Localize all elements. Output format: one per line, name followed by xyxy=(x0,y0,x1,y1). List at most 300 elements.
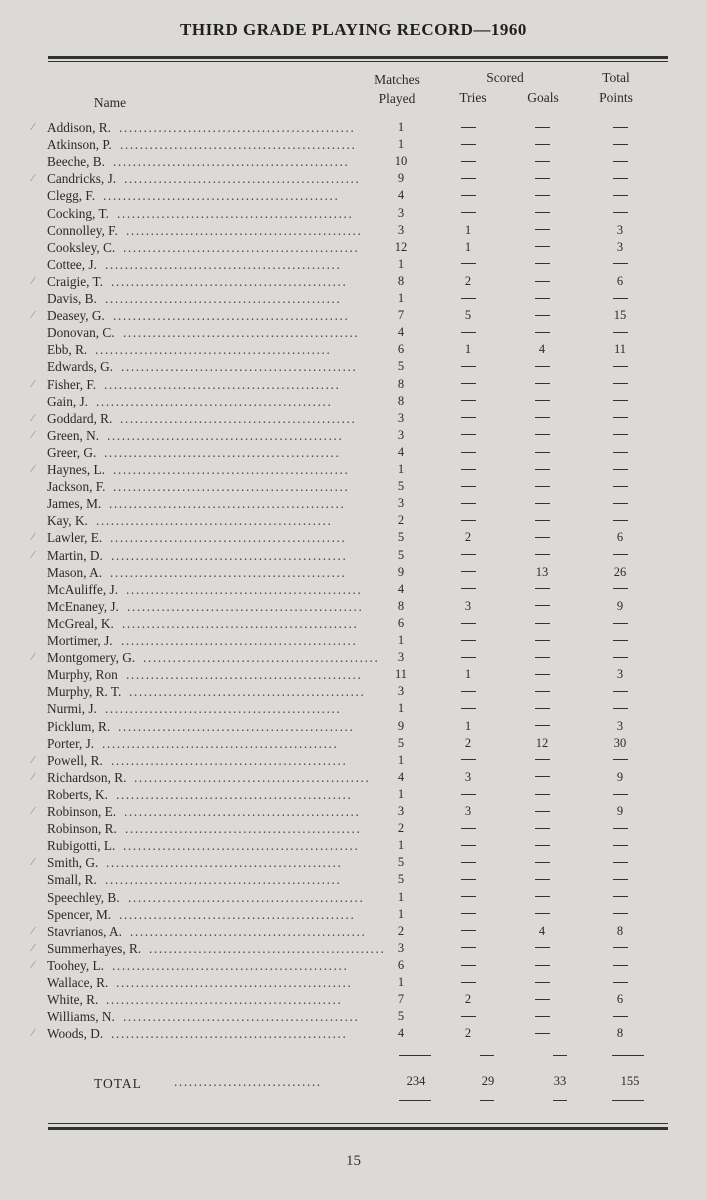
played-cell: 7 xyxy=(397,992,405,1007)
tries-cell: 1 xyxy=(464,667,472,682)
played-cell: 3 xyxy=(397,222,405,237)
goals-cell xyxy=(522,650,562,665)
dash-mark xyxy=(461,178,476,179)
tick-mark-icon: ⁄ xyxy=(32,411,34,424)
player-row xyxy=(0,753,707,770)
goals-cell xyxy=(522,821,562,836)
player-name: Toohey, L. xyxy=(47,957,104,973)
leader-dots: ................................................ xyxy=(143,650,380,666)
total-goals: 33 xyxy=(553,1074,567,1088)
player-row xyxy=(0,137,707,154)
goals-cell xyxy=(522,479,562,494)
goals-cell xyxy=(522,445,562,460)
points-cell xyxy=(600,479,640,494)
underline-points xyxy=(612,1055,644,1056)
dash-mark xyxy=(613,400,628,401)
played-cell: 4 xyxy=(397,188,405,203)
player-row xyxy=(0,223,707,240)
player-row xyxy=(0,787,707,804)
dash-mark xyxy=(535,537,550,538)
leader-dots: ................................................ xyxy=(134,769,371,785)
dash-mark xyxy=(613,708,628,709)
points-cell xyxy=(600,907,640,922)
dash-mark xyxy=(535,657,550,658)
dash-mark xyxy=(613,332,628,333)
played-cell: 6 xyxy=(397,957,405,972)
dash-mark xyxy=(461,640,476,641)
dash-mark xyxy=(535,332,550,333)
tries-cell xyxy=(448,1009,488,1024)
goals-cell xyxy=(522,582,562,597)
leader-dots: ................................................ xyxy=(111,1026,348,1042)
points-cell: 6 xyxy=(616,530,624,545)
dash-mark xyxy=(461,452,476,453)
dash-mark xyxy=(535,759,550,760)
played-cell: 12 xyxy=(394,239,408,254)
player-row xyxy=(0,496,707,513)
tries-cell xyxy=(448,411,488,426)
player-row xyxy=(0,565,707,582)
points-cell xyxy=(600,855,640,870)
tick-mark-icon: ⁄ xyxy=(32,172,34,185)
player-row xyxy=(0,120,707,137)
tries-cell: 2 xyxy=(464,992,472,1007)
player-row xyxy=(0,941,707,958)
dash-mark xyxy=(613,623,628,624)
player-row xyxy=(0,291,707,308)
dash-mark xyxy=(535,178,550,179)
tick-mark-icon: ⁄ xyxy=(32,377,34,390)
played-cell: 1 xyxy=(397,838,405,853)
dash-mark xyxy=(535,195,550,196)
points-cell xyxy=(600,291,640,306)
player-row xyxy=(0,188,707,205)
dash-mark xyxy=(613,127,628,128)
goals-cell xyxy=(522,548,562,563)
tries-cell: 2 xyxy=(464,530,472,545)
player-name: Rubigotti, L. xyxy=(47,838,116,854)
goals-cell xyxy=(522,394,562,409)
points-cell: 30 xyxy=(613,735,627,750)
player-row xyxy=(0,462,707,479)
goals-cell xyxy=(522,684,562,699)
goals-cell xyxy=(522,496,562,511)
goals-cell xyxy=(522,257,562,272)
goals-cell xyxy=(522,171,562,186)
tick-mark-icon: ⁄ xyxy=(32,805,34,817)
tries-cell xyxy=(448,394,488,409)
played-cell: 11 xyxy=(394,667,408,682)
dash-mark xyxy=(613,383,628,384)
dash-mark xyxy=(535,434,550,435)
dash-mark xyxy=(613,982,628,983)
dash-mark xyxy=(535,246,550,247)
played-cell: 2 xyxy=(397,513,405,528)
player-name: Small, R. xyxy=(47,872,97,888)
points-cell xyxy=(600,582,640,597)
dash-mark xyxy=(535,845,550,846)
header-goals: Goals xyxy=(527,90,559,105)
goals-cell xyxy=(522,1009,562,1024)
played-cell: 5 xyxy=(397,1009,405,1024)
tick-mark-icon: ⁄ xyxy=(32,856,34,869)
header-scored: Scored xyxy=(486,70,524,85)
player-row xyxy=(0,821,707,838)
points-cell xyxy=(600,890,640,905)
played-cell: 7 xyxy=(397,308,405,323)
played-cell: 3 xyxy=(397,940,405,955)
goals-cell xyxy=(522,958,562,973)
tries-cell: 2 xyxy=(464,1026,472,1041)
tries-cell xyxy=(448,291,488,306)
player-name: Cottee, J. xyxy=(47,256,97,272)
player-row xyxy=(0,907,707,924)
dash-mark xyxy=(535,1016,550,1017)
player-name: Greer, G. xyxy=(47,444,97,460)
player-name: Goddard, R. xyxy=(47,410,113,426)
player-name: Gain, J. xyxy=(47,393,88,409)
dash-mark xyxy=(613,434,628,435)
dash-mark xyxy=(461,263,476,264)
player-name: Ebb, R. xyxy=(47,342,88,358)
leader-dots: ................................................ xyxy=(113,154,350,170)
player-name: Spencer, M. xyxy=(47,906,112,922)
player-name: Stavrianos, A. xyxy=(47,923,122,939)
player-row xyxy=(0,308,707,325)
played-cell: 1 xyxy=(397,786,405,801)
total-tries: 29 xyxy=(481,1074,495,1088)
dash-mark xyxy=(535,691,550,692)
page-number: 15 xyxy=(346,1153,361,1169)
leader-dots: ................................................ xyxy=(125,821,362,837)
played-cell: 9 xyxy=(397,564,405,579)
leader-dots: ................................................ xyxy=(106,992,343,1008)
tries-cell: 2 xyxy=(464,273,472,288)
played-cell: 3 xyxy=(397,427,405,442)
played-cell: 10 xyxy=(394,154,408,169)
player-name: McEnaney, J. xyxy=(47,598,119,614)
goals-cell xyxy=(522,633,562,648)
goals-cell xyxy=(522,770,562,785)
leader-dots: ................................................ xyxy=(149,940,386,956)
player-row xyxy=(0,855,707,872)
player-row xyxy=(0,377,707,394)
total-label: TOTAL xyxy=(94,1076,142,1091)
player-row xyxy=(0,599,707,616)
dash-mark xyxy=(461,366,476,367)
played-cell: 5 xyxy=(397,547,405,562)
leader-dots: ................................................ xyxy=(103,188,340,204)
dash-mark xyxy=(613,947,628,948)
dash-mark xyxy=(613,298,628,299)
dash-mark xyxy=(613,845,628,846)
player-row xyxy=(0,513,707,530)
player-row xyxy=(0,992,707,1009)
dash-mark xyxy=(461,298,476,299)
tick-mark-icon: ⁄ xyxy=(32,958,34,971)
points-cell xyxy=(600,650,640,665)
points-cell xyxy=(600,188,640,203)
leader-dots: ................................................ xyxy=(113,462,350,477)
player-row xyxy=(0,667,707,684)
leader-dots: ................................................ xyxy=(96,393,333,409)
header-total-line1: Total xyxy=(602,70,630,85)
tries-cell xyxy=(448,941,488,956)
leader-dots: ................................................ xyxy=(126,222,363,238)
points-cell: 9 xyxy=(616,598,624,613)
dash-mark xyxy=(613,212,628,213)
leader-dots: ................................................ xyxy=(126,581,363,597)
tries-cell: 3 xyxy=(464,598,472,613)
page-title: THIRD GRADE PLAYING RECORD—1960 xyxy=(180,20,527,39)
tries-cell xyxy=(448,359,488,374)
dash-mark xyxy=(461,434,476,435)
dash-mark xyxy=(613,178,628,179)
leader-dots: ................................................ xyxy=(130,923,367,939)
header-tries: Tries xyxy=(459,90,487,105)
goals-cell xyxy=(522,513,562,528)
player-name: Green, N. xyxy=(47,427,100,443)
points-cell: 9 xyxy=(616,804,624,818)
player-row xyxy=(0,1009,707,1026)
tries-cell xyxy=(448,565,488,580)
points-cell: 9 xyxy=(616,769,624,784)
leader-dots: ................................................ xyxy=(119,120,356,135)
played-cell: 1 xyxy=(397,633,405,647)
player-row xyxy=(0,171,707,188)
dash-mark xyxy=(535,623,550,624)
dash-mark xyxy=(613,469,628,470)
goals-cell xyxy=(522,667,562,682)
dash-mark xyxy=(461,691,476,692)
goals-cell: 13 xyxy=(535,564,549,579)
played-cell: 1 xyxy=(397,975,405,989)
played-cell: 8 xyxy=(397,376,405,391)
goals-cell xyxy=(522,1026,562,1041)
dash-mark xyxy=(613,520,628,521)
dash-mark xyxy=(461,417,476,418)
dash-mark xyxy=(461,486,476,487)
player-name: Robinson, E. xyxy=(47,804,117,819)
dash-mark xyxy=(461,896,476,897)
player-name: Murphy, Ron xyxy=(47,667,118,683)
leader-dots: ................................................ xyxy=(129,684,366,700)
leader-dots: ................................................ xyxy=(116,786,353,802)
dash-mark xyxy=(535,640,550,641)
played-cell: 1 xyxy=(397,291,405,305)
goals-cell xyxy=(522,838,562,853)
goals-cell: 4 xyxy=(538,923,546,938)
points-cell xyxy=(600,120,640,135)
dash-mark xyxy=(613,486,628,487)
points-cell xyxy=(600,513,640,528)
dash-mark xyxy=(535,366,550,367)
tick-mark-icon: ⁄ xyxy=(32,274,34,287)
player-name: Kay, K. xyxy=(47,513,88,529)
dash-mark xyxy=(535,298,550,299)
tries-cell xyxy=(448,633,488,648)
points-cell xyxy=(600,359,640,374)
player-name: McAuliffe, J. xyxy=(47,581,119,597)
player-row xyxy=(0,342,707,359)
played-cell: 5 xyxy=(397,479,405,494)
dash-mark xyxy=(613,879,628,880)
player-name: Woods, D. xyxy=(47,1026,104,1042)
header-total-line2: Points xyxy=(599,90,633,105)
dash-mark xyxy=(461,571,476,572)
goals-cell xyxy=(522,530,562,545)
player-row xyxy=(0,394,707,411)
points-cell: 6 xyxy=(616,992,624,1007)
leader-dots: ................................................ xyxy=(123,325,360,341)
tries-cell xyxy=(448,445,488,460)
points-cell xyxy=(600,154,640,169)
leader-dots: ................................................ xyxy=(118,718,355,734)
tries-cell: 1 xyxy=(464,222,472,237)
dash-mark xyxy=(535,229,550,230)
played-cell: 5 xyxy=(397,872,405,887)
dash-mark xyxy=(461,161,476,162)
player-row xyxy=(0,548,707,565)
goals-cell xyxy=(522,274,562,289)
dash-mark xyxy=(613,1016,628,1017)
player-row xyxy=(0,479,707,496)
dash-mark xyxy=(535,725,550,726)
tries-cell xyxy=(448,684,488,699)
leader-dots: ................................................ xyxy=(123,1009,360,1025)
header-matches-line2: Played xyxy=(378,91,416,106)
tries-cell xyxy=(448,548,488,563)
dash-mark xyxy=(535,588,550,589)
total-leader-dots: .............................. xyxy=(174,1074,322,1089)
dash-mark xyxy=(613,691,628,692)
goals-cell xyxy=(522,941,562,956)
dash-mark xyxy=(461,127,476,128)
player-name: Beeche, B. xyxy=(47,154,105,170)
dash-mark xyxy=(535,212,550,213)
player-name: Connolley, F. xyxy=(47,222,118,238)
player-name: Williams, N. xyxy=(47,1009,115,1025)
player-name: Mortimer, J. xyxy=(47,633,113,648)
goals-cell xyxy=(522,240,562,255)
dash-mark xyxy=(461,794,476,795)
played-cell: 3 xyxy=(397,684,405,699)
dash-mark xyxy=(461,862,476,863)
dash-mark xyxy=(461,913,476,914)
dash-mark xyxy=(535,469,550,470)
played-cell: 4 xyxy=(397,1026,405,1041)
underline-played xyxy=(399,1055,431,1056)
played-cell: 2 xyxy=(397,923,405,938)
dash-mark xyxy=(613,913,628,914)
dash-mark xyxy=(535,965,550,966)
player-row xyxy=(0,1026,707,1043)
dash-mark xyxy=(613,144,628,145)
tries-cell: 1 xyxy=(464,718,472,733)
leader-dots: ................................................ xyxy=(112,957,349,973)
player-name: Powell, R. xyxy=(47,752,103,768)
tries-cell: 1 xyxy=(464,342,472,357)
total-played: 234 xyxy=(406,1074,426,1088)
points-cell xyxy=(600,171,640,186)
points-cell: 8 xyxy=(616,1026,624,1041)
dash-mark xyxy=(535,554,550,555)
bottom-rule xyxy=(48,1127,668,1130)
played-cell: 1 xyxy=(397,256,405,271)
goals-cell xyxy=(522,223,562,238)
tick-mark-icon: ⁄ xyxy=(32,463,34,475)
leader-dots: ................................................ xyxy=(124,171,361,187)
tries-cell xyxy=(448,838,488,853)
top-rule xyxy=(48,56,668,59)
played-cell: 1 xyxy=(397,906,405,921)
dash-mark xyxy=(461,554,476,555)
played-cell: 3 xyxy=(397,410,405,425)
tries-cell xyxy=(448,872,488,887)
total-row xyxy=(0,1074,707,1091)
tries-cell xyxy=(448,582,488,597)
player-row xyxy=(0,958,707,975)
player-row xyxy=(0,445,707,462)
dash-mark xyxy=(535,315,550,316)
goals-cell xyxy=(522,701,562,716)
leader-dots: ................................................ xyxy=(102,735,339,751)
dash-mark xyxy=(535,486,550,487)
played-cell: 3 xyxy=(397,496,405,511)
points-cell xyxy=(600,462,640,477)
dash-mark xyxy=(613,588,628,589)
goals-cell xyxy=(522,855,562,870)
player-name: Davis, B. xyxy=(47,291,97,306)
dash-mark xyxy=(613,366,628,367)
tick-mark-icon: ⁄ xyxy=(32,1027,34,1040)
dash-mark xyxy=(613,657,628,658)
dash-mark xyxy=(535,999,550,1000)
dash-mark xyxy=(613,794,628,795)
points-cell: 15 xyxy=(613,308,627,323)
underline-total-played xyxy=(399,1100,431,1101)
tries-cell xyxy=(448,462,488,477)
player-row xyxy=(0,616,707,633)
player-row xyxy=(0,274,707,291)
played-cell: 8 xyxy=(397,393,405,408)
underline-goals xyxy=(553,1055,567,1056)
dash-mark xyxy=(535,913,550,914)
tries-cell xyxy=(448,616,488,631)
total-points: 155 xyxy=(620,1074,640,1088)
dash-mark xyxy=(535,144,550,145)
points-cell xyxy=(600,753,640,768)
leader-dots: ................................................ xyxy=(105,291,342,306)
tries-cell: 1 xyxy=(464,239,472,254)
player-row xyxy=(0,633,707,650)
dash-mark xyxy=(535,263,550,264)
dash-mark xyxy=(535,828,550,829)
goals-cell xyxy=(522,291,562,306)
player-row xyxy=(0,975,707,992)
played-cell: 2 xyxy=(397,821,405,836)
leader-dots: ................................................ xyxy=(120,410,357,426)
dash-mark xyxy=(535,605,550,606)
played-cell: 1 xyxy=(397,889,405,904)
leader-dots: ................................................ xyxy=(116,975,353,990)
dash-mark xyxy=(613,862,628,863)
dash-mark xyxy=(535,383,550,384)
points-cell xyxy=(600,838,640,853)
leader-dots: ................................................ xyxy=(104,376,341,392)
points-cell: 3 xyxy=(616,239,624,254)
player-name: Martin, D. xyxy=(47,547,103,563)
